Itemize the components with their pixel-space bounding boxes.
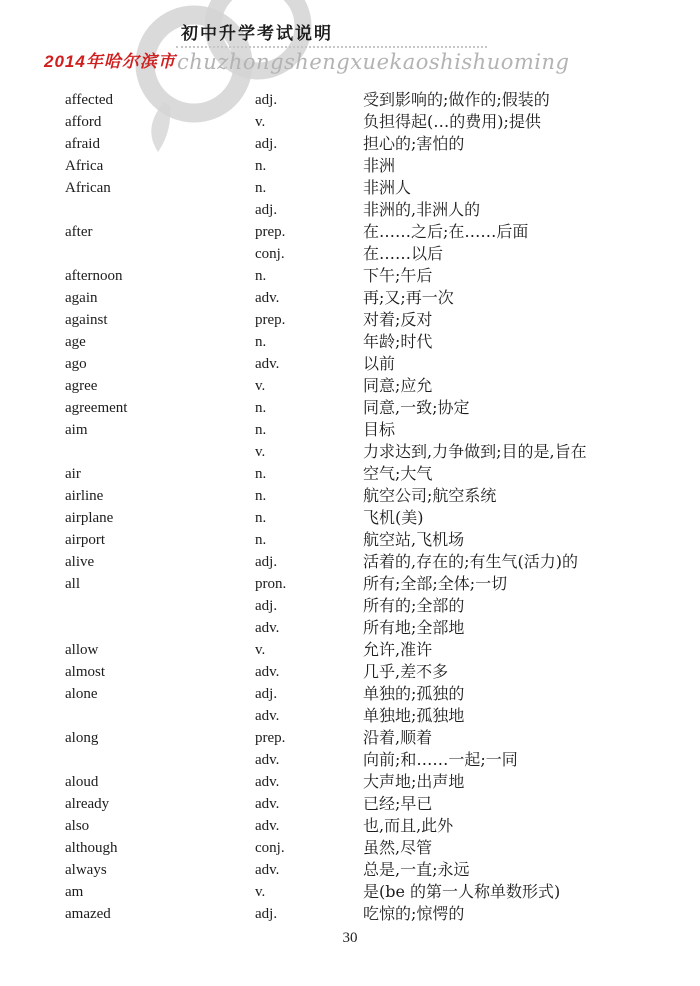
vocab-row bbox=[65, 133, 665, 155]
vocab-pos: n. bbox=[255, 510, 267, 526]
vocab-pos: prep. bbox=[255, 312, 286, 328]
vocab-word: afternoon bbox=[65, 268, 123, 284]
vocab-word: also bbox=[65, 818, 90, 834]
vocab-meaning: 虽然,尽管 bbox=[363, 838, 433, 857]
vocab-meaning: 也,而且,此外 bbox=[363, 816, 454, 835]
vocab-row bbox=[65, 793, 665, 815]
vocab-meaning: 在……以后 bbox=[363, 244, 444, 263]
vocab-meaning: 目标 bbox=[363, 420, 396, 439]
vocab-row bbox=[65, 419, 665, 441]
vocab-meaning: 大声地;出声地 bbox=[363, 772, 465, 791]
vocab-word: age bbox=[65, 334, 86, 350]
vocab-row bbox=[65, 287, 665, 309]
vocab-meaning: 总是,一直;永远 bbox=[363, 860, 470, 879]
vocab-word: almost bbox=[65, 664, 105, 680]
vocab-row bbox=[65, 309, 665, 331]
page-title: 初中升学考试说明 bbox=[181, 24, 333, 43]
vocab-word bbox=[65, 199, 255, 221]
vocab-word: allow bbox=[65, 642, 99, 658]
vocab-word: all bbox=[65, 576, 80, 592]
vocab-row bbox=[65, 89, 665, 111]
vocab-row bbox=[65, 507, 665, 529]
vocab-pos: conj. bbox=[255, 246, 285, 262]
vocab-word: airline bbox=[65, 488, 104, 504]
vocab-row bbox=[65, 265, 665, 287]
vocab-word: airport bbox=[65, 532, 105, 548]
vocab-row bbox=[65, 155, 665, 177]
vocab-pos: n. bbox=[255, 422, 267, 438]
vocab-meaning: 力求达到,力争做到;目的是,旨在 bbox=[363, 442, 587, 461]
vocab-meaning: 负担得起(…的费用);提供 bbox=[363, 112, 541, 131]
vocab-pos: adj. bbox=[255, 136, 278, 152]
vocab-meaning: 所有;全部;全体;一切 bbox=[363, 574, 508, 593]
vocab-word: agreement bbox=[65, 400, 128, 416]
vocab-word: aloud bbox=[65, 774, 99, 790]
vocab-row bbox=[65, 661, 665, 683]
vocab-row bbox=[65, 485, 665, 507]
vocab-word bbox=[65, 705, 255, 727]
vocab-pos: prep. bbox=[255, 730, 286, 746]
vocab-row bbox=[65, 903, 665, 925]
vocab-meaning: 飞机(美) bbox=[363, 508, 424, 527]
vocab-pos: v. bbox=[255, 378, 266, 394]
vocab-word: affected bbox=[65, 92, 114, 108]
vocab-row bbox=[65, 705, 665, 727]
vocab-pos: adj. bbox=[255, 92, 278, 108]
vocab-word: Africa bbox=[65, 158, 104, 174]
vocab-row bbox=[65, 221, 665, 243]
vocab-meaning: 非洲 bbox=[363, 156, 396, 175]
vocab-word: amazed bbox=[65, 906, 111, 922]
vocab-meaning: 对着;反对 bbox=[363, 310, 433, 329]
vocab-row bbox=[65, 881, 665, 903]
vocab-pos: adv. bbox=[255, 818, 280, 834]
vocab-row bbox=[65, 199, 665, 221]
vocab-meaning: 是(be 的第一人称单数形式) bbox=[363, 882, 561, 901]
vocab-word: always bbox=[65, 862, 107, 878]
vocab-row bbox=[65, 727, 665, 749]
vocab-word: again bbox=[65, 290, 98, 306]
vocab-row bbox=[65, 463, 665, 485]
vocab-word: although bbox=[65, 840, 118, 856]
vocab-pos: adj. bbox=[255, 554, 278, 570]
title-pinyin: chuzhongshengxuekaoshishuoming bbox=[177, 50, 570, 74]
vocab-pos: n. bbox=[255, 488, 267, 504]
vocab-meaning: 所有地;全部地 bbox=[363, 618, 465, 637]
vocab-meaning: 以前 bbox=[363, 354, 396, 373]
vocab-word bbox=[65, 441, 255, 463]
vocab-pos: v. bbox=[255, 642, 266, 658]
vocab-meaning: 已经;早已 bbox=[363, 794, 433, 813]
vocab-pos: adv. bbox=[255, 620, 280, 636]
vocab-pos: v. bbox=[255, 114, 266, 130]
vocab-pos: n. bbox=[255, 532, 267, 548]
vocab-pos: n. bbox=[255, 268, 267, 284]
vocab-word: ago bbox=[65, 356, 87, 372]
vocab-meaning: 非洲人 bbox=[363, 178, 412, 197]
vocab-row bbox=[65, 749, 665, 771]
vocab-pos: n. bbox=[255, 400, 267, 416]
vocab-meaning: 几乎,差不多 bbox=[363, 662, 449, 681]
vocab-row bbox=[65, 529, 665, 551]
vocab-row bbox=[65, 815, 665, 837]
vocab-pos: adj. bbox=[255, 906, 278, 922]
vocab-pos: adj. bbox=[255, 202, 278, 218]
vocab-pos: adj. bbox=[255, 598, 278, 614]
vocab-row bbox=[65, 573, 665, 595]
vocab-pos: v. bbox=[255, 444, 266, 460]
vocab-pos: adv. bbox=[255, 356, 280, 372]
vocab-word: African bbox=[65, 180, 111, 196]
vocab-meaning: 非洲的,非洲人的 bbox=[363, 200, 481, 219]
vocab-word bbox=[65, 243, 255, 265]
vocab-word: along bbox=[65, 730, 99, 746]
vocab-meaning: 在……之后;在……后面 bbox=[363, 222, 529, 241]
vocab-word: alive bbox=[65, 554, 95, 570]
vocab-word: afford bbox=[65, 114, 102, 130]
vocab-row bbox=[65, 683, 665, 705]
vocab-pos: pron. bbox=[255, 576, 287, 592]
vocab-row bbox=[65, 441, 665, 463]
vocab-word: agree bbox=[65, 378, 98, 394]
vocab-meaning: 下午;午后 bbox=[363, 266, 433, 285]
vocab-meaning: 年龄;时代 bbox=[363, 332, 433, 351]
vocab-row bbox=[65, 177, 665, 199]
vocab-row bbox=[65, 397, 665, 419]
vocab-meaning: 向前;和……一起;一同 bbox=[363, 750, 518, 769]
vocab-pos: adv. bbox=[255, 664, 280, 680]
vocab-meaning: 吃惊的;惊愕的 bbox=[363, 904, 465, 923]
page-number: 30 bbox=[342, 930, 358, 946]
vocab-row bbox=[65, 111, 665, 133]
vocab-meaning: 再;又;再一次 bbox=[363, 288, 454, 307]
vocab-word: alone bbox=[65, 686, 98, 702]
vocab-row bbox=[65, 551, 665, 573]
vocab-row bbox=[65, 859, 665, 881]
vocab-row bbox=[65, 331, 665, 353]
vocab-pos: adv. bbox=[255, 774, 280, 790]
vocab-pos: adv. bbox=[255, 708, 280, 724]
vocab-word: air bbox=[65, 466, 81, 482]
vocab-word: am bbox=[65, 884, 84, 900]
vocab-word bbox=[65, 595, 255, 617]
vocab-word bbox=[65, 617, 255, 639]
vocab-pos: n. bbox=[255, 158, 267, 174]
vocab-row bbox=[65, 837, 665, 859]
vocab-word: afraid bbox=[65, 136, 100, 152]
vocab-pos: n. bbox=[255, 466, 267, 482]
vocab-meaning: 沿着,顺着 bbox=[363, 728, 433, 747]
vocab-meaning: 单独地;孤独地 bbox=[363, 706, 465, 725]
vocabulary-table bbox=[65, 89, 665, 925]
vocab-pos: n. bbox=[255, 334, 267, 350]
vocab-pos: v. bbox=[255, 884, 266, 900]
vocab-row bbox=[65, 375, 665, 397]
vocab-meaning: 同意,一致;协定 bbox=[363, 398, 470, 417]
vocab-meaning: 同意;应允 bbox=[363, 376, 433, 395]
vocab-meaning: 受到影响的;做作的;假装的 bbox=[363, 90, 550, 109]
vocab-pos: adv. bbox=[255, 862, 280, 878]
vocab-word bbox=[65, 749, 255, 771]
vocab-pos: prep. bbox=[255, 224, 286, 240]
vocab-meaning: 空气;大气 bbox=[363, 464, 433, 483]
vocab-meaning: 允许,准许 bbox=[363, 640, 433, 659]
vocab-meaning: 所有的;全部的 bbox=[363, 596, 465, 615]
dotted-divider bbox=[176, 46, 487, 48]
vocab-word: after bbox=[65, 224, 93, 240]
vocab-pos: n. bbox=[255, 180, 267, 196]
vocab-word: airplane bbox=[65, 510, 114, 526]
vocab-word: already bbox=[65, 796, 110, 812]
vocab-row bbox=[65, 617, 665, 639]
vocab-word: against bbox=[65, 312, 108, 328]
vocab-row bbox=[65, 353, 665, 375]
vocab-pos: adv. bbox=[255, 796, 280, 812]
vocab-meaning: 航空站,飞机场 bbox=[363, 530, 465, 549]
vocab-meaning: 担心的;害怕的 bbox=[363, 134, 465, 153]
vocab-word: aim bbox=[65, 422, 88, 438]
vocab-meaning: 航空公司;航空系统 bbox=[363, 486, 497, 505]
vocab-pos: adv. bbox=[255, 752, 280, 768]
vocab-pos: conj. bbox=[255, 840, 285, 856]
vocab-pos: adj. bbox=[255, 686, 278, 702]
vocab-pos: adv. bbox=[255, 290, 280, 306]
vocab-row bbox=[65, 243, 665, 265]
vocab-row bbox=[65, 595, 665, 617]
edition-label: 2014年哈尔滨市 bbox=[44, 52, 176, 71]
vocab-row bbox=[65, 639, 665, 661]
vocab-meaning: 单独的;孤独的 bbox=[363, 684, 465, 703]
vocab-meaning: 活着的,存在的;有生气(活力)的 bbox=[363, 552, 578, 571]
vocab-row bbox=[65, 771, 665, 793]
